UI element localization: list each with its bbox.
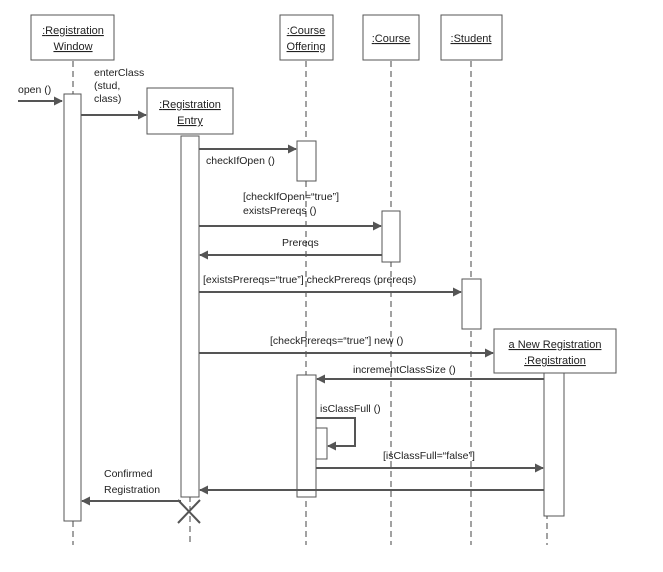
message-label-line3: class) — [94, 93, 122, 105]
object-new-registration — [494, 329, 616, 373]
message-open — [18, 84, 62, 101]
object-registration-window — [31, 15, 114, 60]
object-label-line1: a New Registration — [508, 339, 602, 351]
object-label: :Student — [450, 33, 492, 45]
message-prereqs-return — [200, 237, 382, 255]
object-registration-entry — [147, 88, 233, 134]
object-label-line1: :Registration — [159, 99, 221, 111]
message-new — [199, 335, 493, 353]
activation-new-registration — [544, 373, 564, 516]
activation-registration-entry — [181, 136, 199, 497]
message-label-line1: enterClass — [94, 67, 145, 79]
destroy-mark — [178, 500, 200, 523]
object-label-line1: :Registration — [42, 25, 104, 37]
message-is-class-full-false — [316, 450, 543, 468]
message-check-prereqs — [199, 274, 461, 292]
activation-course-offering-1 — [297, 141, 316, 181]
message-enter-class — [81, 67, 146, 115]
message-label: isClassFull () — [320, 403, 381, 415]
message-label-line2: (stud, — [94, 80, 121, 92]
message-label-line1: Confirmed — [104, 468, 153, 480]
object-label-line2: Entry — [177, 115, 203, 127]
message-label: incrementClassSize () — [353, 364, 456, 376]
object-label-line1: :Course — [286, 25, 326, 37]
message-label-line2: existsPrereqs () — [243, 205, 317, 217]
object-label: :Course — [371, 33, 411, 45]
object-course — [363, 15, 419, 60]
activation-student — [462, 279, 481, 329]
object-label-line2: Offering — [286, 41, 326, 53]
activation-course-offering-nested — [316, 428, 327, 459]
message-label-line2: Registration — [104, 484, 161, 496]
activation-course — [382, 211, 400, 262]
activation-registration-window — [64, 94, 81, 521]
message-exists-prereqs — [199, 191, 381, 226]
message-label: Prereqs — [282, 237, 319, 249]
message-check-if-open — [199, 149, 296, 167]
object-course-offering — [280, 15, 333, 60]
message-label: [isClassFull=“false”] — [383, 450, 475, 462]
object-label-line2: :Registration — [524, 355, 586, 367]
message-label: [checkPrereqs=“true”] new () — [270, 335, 404, 347]
activation-course-offering-2 — [297, 375, 316, 497]
message-label: checkIfOpen () — [206, 155, 275, 167]
message-confirmed-registration — [82, 468, 181, 501]
object-student — [441, 15, 502, 60]
message-label-line1: [checkIfOpen=“true”] — [243, 191, 340, 203]
message-label: open () — [18, 84, 52, 96]
message-label: [existsPrereqs=“true”] checkPrereqs (prereqs) — [203, 274, 417, 286]
object-label-line2: Window — [53, 41, 93, 53]
